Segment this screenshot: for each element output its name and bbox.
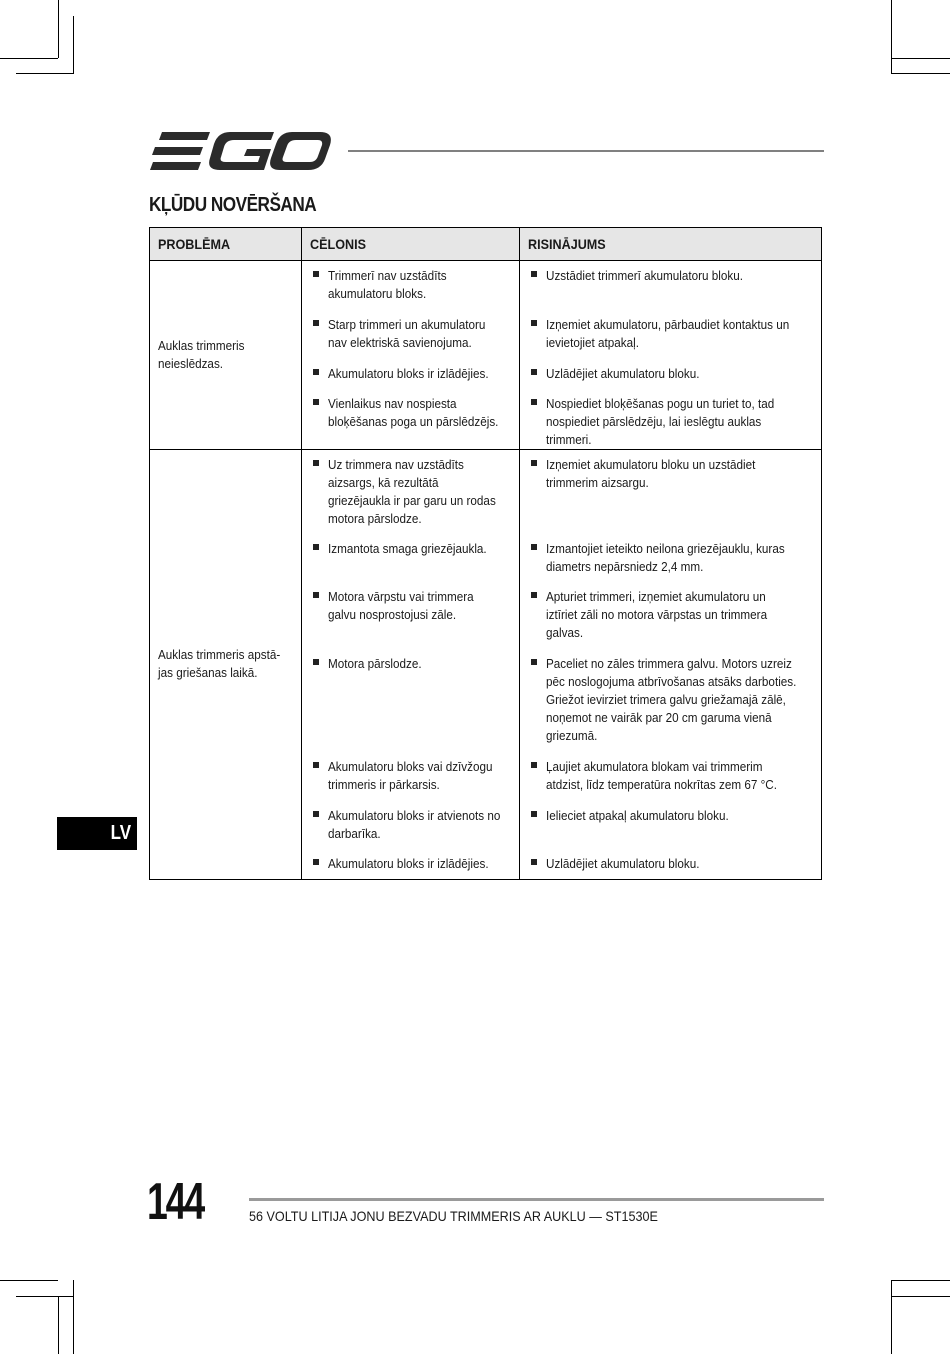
solution-cell <box>520 389 822 450</box>
page-number: 144 <box>147 1173 203 1231</box>
solution-text: Izmantojiet ieteikto neilona griezējauklu, kuras <box>546 541 785 556</box>
cause-cell <box>302 310 520 359</box>
cause-cell <box>302 449 520 534</box>
cause-text: Trimmerī nav uzstādīts <box>328 268 447 283</box>
cause-text: Akumulatoru bloks vai dzīvžogu <box>328 759 493 774</box>
solution-text: Ļaujiet akumulatora blokam vai trimmerim <box>546 759 763 774</box>
ego-logo <box>150 128 332 174</box>
solution-text: griezumā. <box>546 728 598 743</box>
problem-text: Auklas trimmeris <box>158 337 245 353</box>
crop-mark <box>891 73 950 74</box>
cause-text: trimmeris ir pārkarsis. <box>328 777 440 792</box>
solution-text: Apturiet trimmeri, izņemiet akumulatoru un <box>546 589 766 604</box>
cause-cell <box>302 389 520 450</box>
table-row <box>150 449 822 534</box>
solution-text: diametrs nepārsniedz 2,4 mm. <box>546 559 704 574</box>
table-row <box>150 261 822 310</box>
crop-mark <box>891 1280 950 1281</box>
problem-cell <box>150 449 302 879</box>
troubleshooting-table <box>149 227 822 880</box>
solution-text: pēc noslogojuma atbrīvošanas atsāks darboties. <box>546 674 797 689</box>
cause-text: motora pārslodze. <box>328 510 422 526</box>
header-rule <box>348 150 824 152</box>
cause-text: Akumulatoru bloks ir izlādējies. <box>328 856 489 871</box>
solution-text: galvas. <box>546 625 584 640</box>
page-title: KĻŪDU NOVĒRŠANA <box>149 194 317 216</box>
solution-cell <box>520 849 822 879</box>
cause-cell <box>302 649 520 752</box>
cause-text: Akumulatoru bloks ir izlādējies. <box>328 365 489 381</box>
solution-text: trimmeri. <box>546 431 592 447</box>
solution-cell <box>520 752 822 801</box>
footer-text: 56 VOLTU LITIJA JONU BEZVADU TRIMMERIS AR AUKLU — ST1530E <box>249 1208 658 1224</box>
solution-text: Ielieciet atpakaļ akumulatoru bloku. <box>546 808 729 823</box>
solution-text: atdzist, līdz temperatūra nokrītas zem 67 °C. <box>546 777 777 792</box>
crop-mark <box>0 58 58 59</box>
solution-text: iztīriet zāli no motora vārpstas un trimmera <box>546 607 768 622</box>
solution-cell <box>520 359 822 389</box>
solution-text: Paceliet no zāles trimmera galvu. Motors uzreiz <box>546 656 792 671</box>
problem-text: neieslēdzas. <box>158 355 224 371</box>
crop-mark <box>58 1296 59 1354</box>
solution-text: Uzlādējiet akumulatoru bloku. <box>546 365 700 381</box>
problem-text: Auklas trimmeris apstā- <box>158 647 281 662</box>
crop-mark <box>891 1280 892 1354</box>
solution-text: Uzstādiet trimmerī akumulatoru bloku. <box>546 268 744 283</box>
cause-text: darbarīka. <box>328 826 381 841</box>
cause-cell <box>302 752 520 801</box>
cause-text: Starp trimmeri un akumulatoru <box>328 316 486 332</box>
crop-mark <box>73 1280 74 1354</box>
cause-text: Vienlaikus nav nospiesta <box>328 395 457 411</box>
table-header-row <box>150 228 822 261</box>
cause-text: akumulatoru bloks. <box>328 286 427 301</box>
column-header-cause: CĒLONIS <box>302 228 520 261</box>
solution-text: nospiediet pārslēdzēju, lai ieslēgtu auklas <box>546 413 762 429</box>
footer-rule <box>249 1198 824 1201</box>
cause-text: nav elektriskā savienojuma. <box>328 334 472 350</box>
solution-cell <box>520 534 822 582</box>
cause-cell <box>302 261 520 310</box>
cause-cell <box>302 801 520 849</box>
problem-text: jas griešanas laikā. <box>158 665 258 680</box>
solution-text: noņemot ne vairāk par 20 cm garuma vienā <box>546 710 772 725</box>
cause-text: Izmantota smaga griezējaukla. <box>328 541 487 556</box>
cause-text: Uz trimmera nav uzstādīts <box>328 456 464 472</box>
crop-mark <box>891 1296 950 1297</box>
cause-cell <box>302 534 520 582</box>
crop-mark <box>58 0 59 58</box>
cause-text: Motora vārpstu vai trimmera <box>328 589 474 604</box>
cause-text: Motora pārslodze. <box>328 656 422 671</box>
crop-mark <box>73 16 74 74</box>
crop-mark <box>891 58 950 59</box>
column-header-solution: RISINĀJUMS <box>520 228 822 261</box>
cause-cell <box>302 849 520 879</box>
solution-cell <box>520 310 822 359</box>
column-header-problem: PROBLĒMA <box>150 228 302 261</box>
crop-mark <box>16 73 74 74</box>
crop-mark <box>0 1280 58 1281</box>
crop-mark <box>891 0 892 74</box>
solution-text: ievietojiet atpakaļ. <box>546 334 640 350</box>
solution-cell <box>520 449 822 534</box>
cause-text: galvu nosprostojusi zāle. <box>328 607 457 622</box>
cause-text: aizsargs, kā rezultātā <box>328 474 439 490</box>
solution-cell <box>520 801 822 849</box>
solution-text: Uzlādējiet akumulatoru bloku. <box>546 856 700 871</box>
solution-cell <box>520 649 822 752</box>
cause-text: bloķēšanas poga un pārslēdzējs. <box>328 413 499 429</box>
cause-cell <box>302 582 520 649</box>
solution-text: Izņemiet akumulatoru bloku un uzstādiet <box>546 456 756 472</box>
solution-cell <box>520 261 822 310</box>
problem-cell <box>150 261 302 450</box>
solution-text: Izņemiet akumulatoru, pārbaudiet kontaktus un <box>546 316 790 332</box>
solution-text: Griežot ievirziet trimera galvu griežamajā zālē, <box>546 692 786 707</box>
cause-cell <box>302 359 520 389</box>
cause-text: Akumulatoru bloks ir atvienots no <box>328 808 501 823</box>
solution-text: trimmerim aizsargu. <box>546 474 649 490</box>
crop-mark <box>16 1296 74 1297</box>
solution-cell <box>520 582 822 649</box>
cause-text: griezējaukla ir par garu un rodas <box>328 492 496 508</box>
language-tab: LV <box>57 817 137 850</box>
solution-text: Nospiediet bloķēšanas pogu un turiet to, tad <box>546 395 775 411</box>
